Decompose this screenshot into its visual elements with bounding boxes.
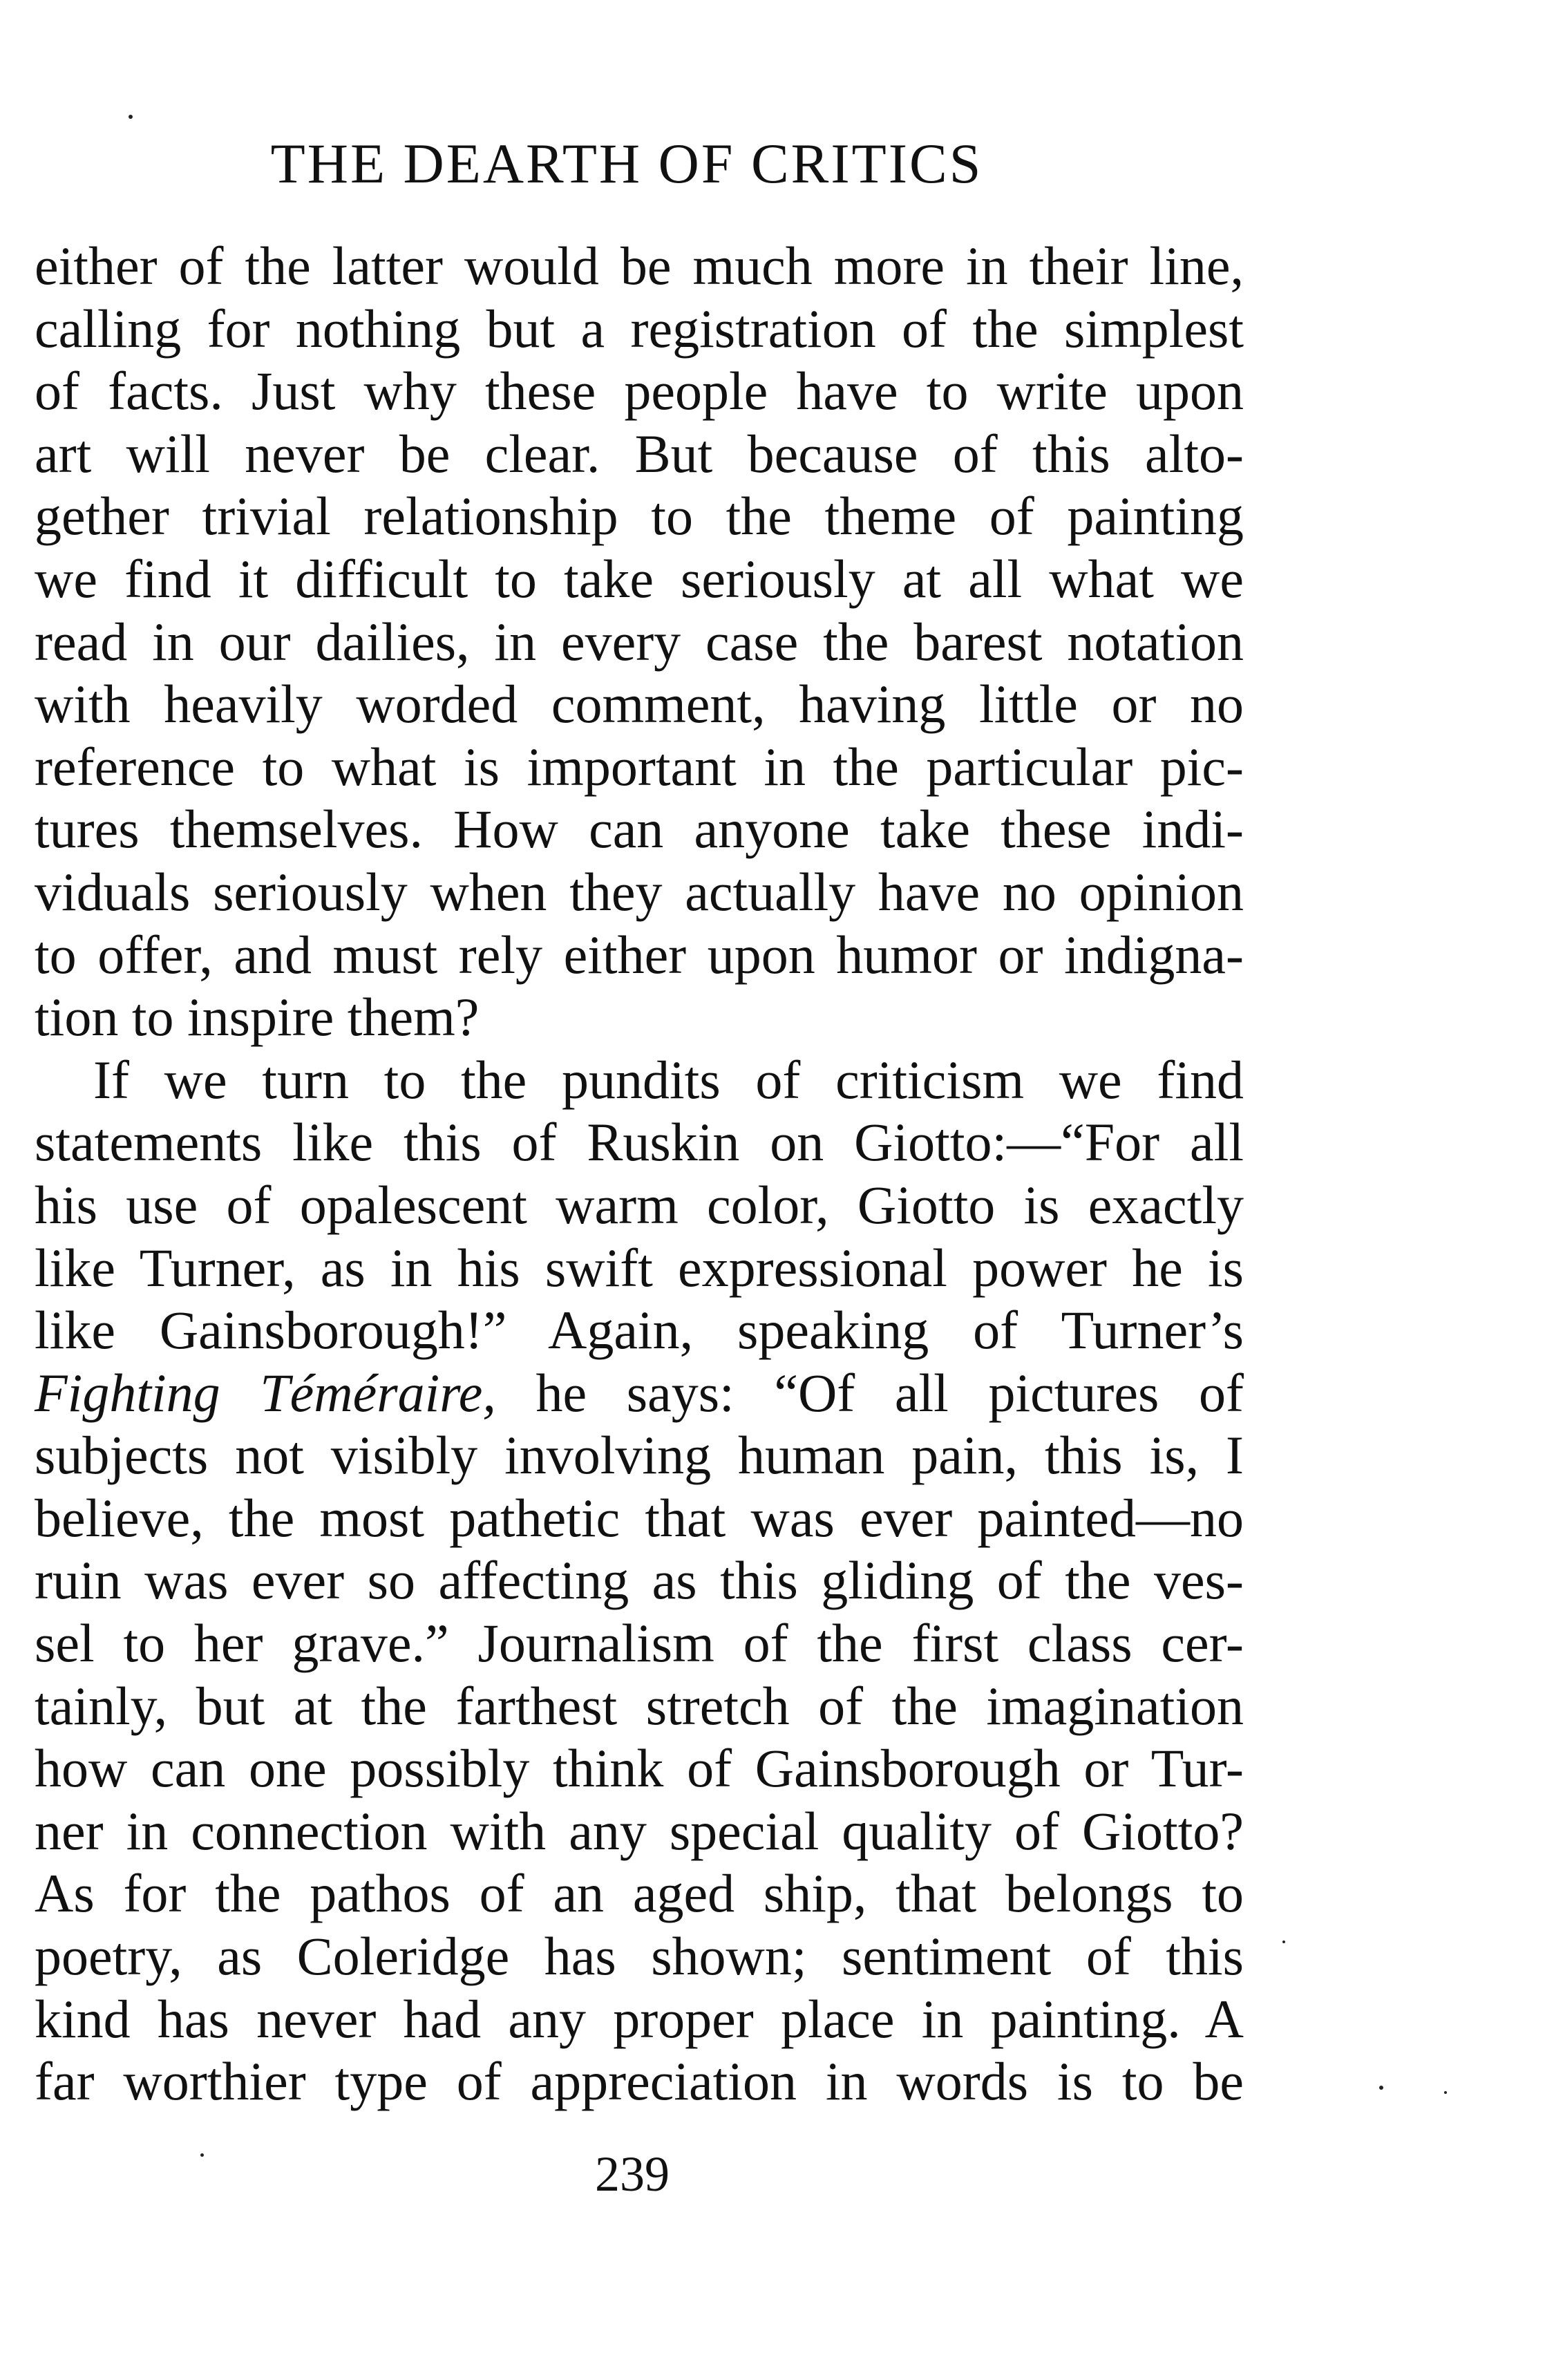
text-line-16: his use of opalescent warm color, Giotto is exactly xyxy=(35,1174,1244,1235)
painting-title: Fighting Téméraire, xyxy=(35,1362,496,1423)
text-line-22: ruin was ever so affecting as this gliding of the ves- xyxy=(35,1550,1244,1611)
text-line-28: poetry, as Coleridge has shown; sentiment of this xyxy=(35,1926,1244,1987)
text-line-5: gether trivial relationship to the theme of painting xyxy=(35,486,1244,547)
text-line-1: either of the latter would be much more in their line, xyxy=(35,236,1244,296)
text-line-26: ner in connection with any special quality of Giotto? xyxy=(35,1800,1244,1861)
text-line-15: statements like this of Ruskin on Giotto:—“For all xyxy=(35,1112,1244,1173)
page-number: 239 xyxy=(595,2146,670,2202)
text-line-4: art will never be clear. But because of this alto- xyxy=(35,423,1244,484)
text-line-3: of facts. Just why these people have to write upon xyxy=(35,361,1244,422)
print-speck xyxy=(129,115,133,119)
print-speck xyxy=(200,2153,204,2157)
text-line-24: tainly, but at the farthest stretch of the imagination xyxy=(35,1675,1244,1736)
text-line-17: like Turner, as in his swift expressional power he is xyxy=(35,1237,1244,1298)
text-line-27: As for the pathos of an aged ship, that belongs to xyxy=(35,1863,1244,1924)
text-line-30: far worthier type of appreciation in words is to be xyxy=(35,2051,1244,2112)
text-line-9: reference to what is important in the particular pic- xyxy=(35,736,1244,797)
body-text xyxy=(35,235,1244,2113)
text-line-6: we find it difficult to take seriously at all what we xyxy=(35,548,1244,609)
text-line-11: viduals seriously when they actually have no opinion xyxy=(35,861,1244,922)
text-line-25: how can one possibly think of Gainsborough or Tur- xyxy=(35,1738,1244,1799)
text-line-10: tures themselves. How can anyone take these indi- xyxy=(35,799,1244,860)
text-line-13: tion to inspire them? xyxy=(35,987,480,1048)
text-line-8: with heavily worded comment, having little or no xyxy=(35,674,1244,735)
text-line-14: If we turn to the pundits of criticism we find xyxy=(93,1049,1244,1110)
text-line-19 xyxy=(35,1362,1244,1425)
text-line-18: like Gainsborough!” Again, speaking of Turner’s xyxy=(35,1300,1244,1361)
text-line-12: to offer, and must rely either upon humor or indigna- xyxy=(35,924,1244,985)
print-speck xyxy=(1444,2091,1447,2094)
text-line-2: calling for nothing but a registration of the simplest xyxy=(35,298,1244,359)
text-line-23: sel to her grave.” Journalism of the first class cer- xyxy=(35,1613,1244,1674)
running-head: THE DEARTH OF CRITICS xyxy=(270,132,983,195)
print-speck xyxy=(1379,2086,1383,2090)
print-speck xyxy=(1282,1940,1285,1943)
text-line-20: subjects not visibly involving human pain, this is, I xyxy=(35,1425,1244,1486)
text-line-29: kind has never had any proper place in painting. A xyxy=(35,1988,1244,2049)
text-line-21: believe, the most pathetic that was ever painted—no xyxy=(35,1487,1244,1548)
text-line-7: read in our dailies, in every case the barest notation xyxy=(35,611,1244,672)
text-line-19-rest: he says: “Of all pictures of xyxy=(495,1362,1244,1423)
